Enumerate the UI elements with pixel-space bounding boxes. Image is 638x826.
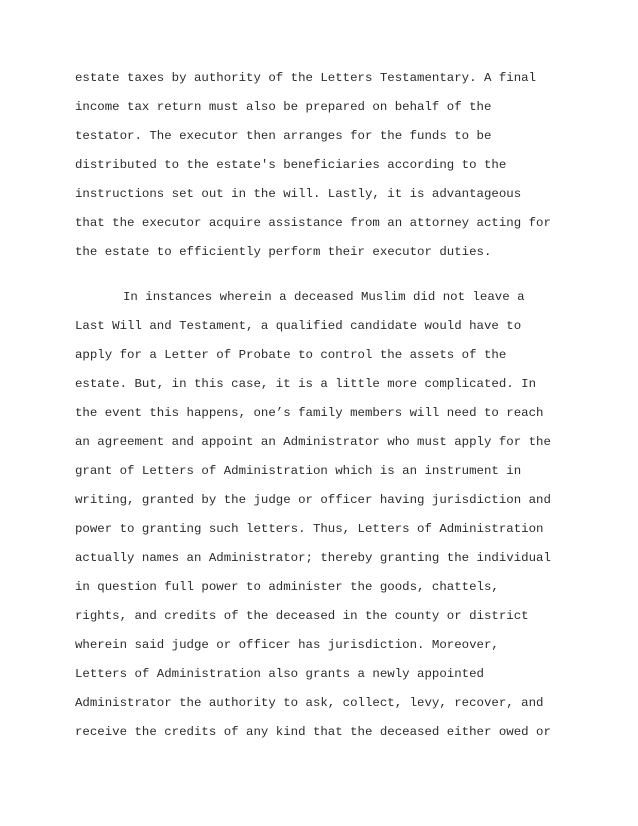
text-line: receive the credits of any kind that the deceased either owed or — [75, 725, 551, 739]
text-line: actually names an Administrator; thereby granting the individual — [75, 551, 551, 565]
text-line: distributed to the estate's beneficiaries according to the — [75, 158, 507, 172]
text-line: grant of Letters of Administration which is an instrument in — [75, 464, 522, 478]
text-line-indented: In instances wherein a deceased Muslim did not leave a — [123, 290, 525, 304]
text-line: in question full power to administer the goods, chattels, — [75, 580, 499, 594]
text-line: estate. But, in this case, it is a little more complicated. In — [75, 377, 537, 391]
text-line: apply for a Letter of Probate to control the assets of the — [75, 348, 507, 362]
text-line: Last Will and Testament, a qualified candidate would have to — [75, 319, 522, 333]
text-line: the event this happens, one’s family members will need to reach — [75, 406, 544, 420]
text-line: wherein said judge or officer has jurisdiction. Moreover, — [75, 638, 499, 652]
text-line: the estate to efficiently perform their executor duties. — [75, 245, 492, 259]
text-line: an agreement and appoint an Administrator who must apply for the — [75, 435, 551, 449]
text-line: instructions set out in the will. Lastly, it is advantageous — [75, 187, 522, 201]
text-line: writing, granted by the judge or officer having jurisdiction and — [75, 493, 551, 507]
text-line: testator. The executor then arranges for the funds to be — [75, 129, 492, 143]
text-line: Administrator the authority to ask, collect, levy, recover, and — [75, 696, 544, 710]
text-line: rights, and credits of the deceased in the county or district — [75, 609, 529, 623]
text-line: income tax return must also be prepared on behalf of the — [75, 100, 492, 114]
text-line: that the executor acquire assistance from an attorney acting for — [75, 216, 551, 230]
text-line: power to granting such letters. Thus, Letters of Administration — [75, 522, 544, 536]
text-line: Letters of Administration also grants a newly appointed — [75, 667, 484, 681]
text-line: estate taxes by authority of the Letters Testamentary. A final — [75, 71, 537, 85]
